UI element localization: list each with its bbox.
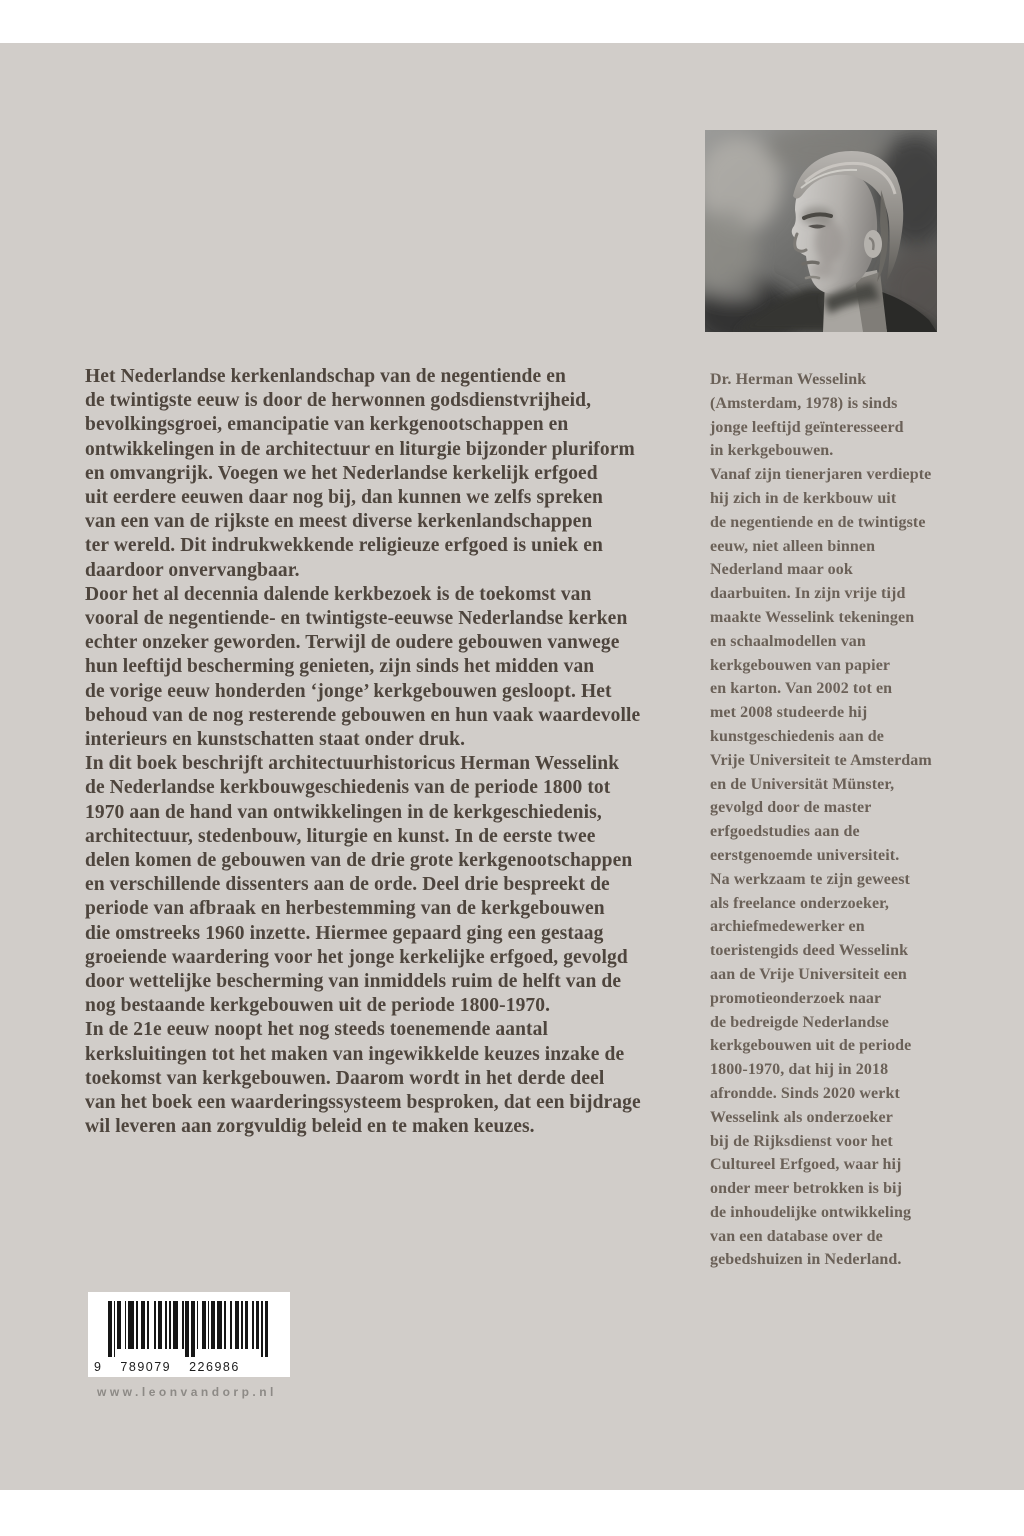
blurb-paragraph-4: In de 21e eeuw noopt het nog steeds toenemende aantal kerksluitingen tot het maken van ingewikkelde keuzes inzake de toekomst van kerkgebouwen. Daarom wordt in het derde deel van het boek een waarderingssysteem besproken, dat een bijdrage wil leveren aan zorgvuldig beleid en te maken keuzes. [85,1019,641,1138]
author-photo [705,130,937,332]
book-description [85,365,641,1140]
author-portrait-illustration [705,130,937,332]
isbn-number: 9 789079 226986 [94,1360,240,1374]
cover-background [0,43,1024,1490]
blurb-paragraph-2: Door het al decennia dalende kerkbezoek is de toekomst van vooral de negentiende- en twintigste-eeuwse Nederlandse kerken echter onzeker geworden. Terwijl de oudere gebouwen vanwege hun leeftijd bescherming genieten, zijn sinds het midden van de vorige eeuw honderden ‘jonge’ kerkgebouwen gesloopt. Het behoud van de nog resterende gebouwen en hun vaak waardevolle interieurs en kunstschatten staat onder druk. [85,583,641,751]
publisher-website: www.leonvandorp.nl [97,1385,277,1399]
blurb-paragraph-1: Het Nederlandse kerkenlandschap van de negentiende en de twintigste eeuw is door de herwonnen godsdienstvrijheid, bevolkingsgroei, emancipatie van kerkgenootschappen en ontwikkelingen in de architectuur en liturgie bijzonder pluriform en omvangrijk. Voegen we het Nederlandse kerkelijk erfgoed uit eerdere eeuwen daar nog bij, dan kunnen we zelfs spreken van een van de rijkste en meest diverse kerkenlandschappen ter wereld. Dit indrukwekkende religieuze erfgoed is uniek en daardoor onvervangbaar. [85,366,635,581]
blurb-paragraph-3: In dit boek beschrijft architectuurhistoricus Herman Wesselink de Nederlandse kerkbouwgeschiedenis van de periode 1800 tot 1970 aan de hand van ontwikkelingen in de kerkgeschiedenis, architectuur, stedenbouw, liturgie en kunst. In de eerste twee delen komen de gebouwen van de drie grote kerkgenootschappen en verschillende dissenters aan de orde. Deel drie bespreekt de periode van afbraak en herbestemming van de kerkgebouwen die omstreeks 1960 inzette. Hiermee gepaard ging een gestaag groeiende waardering voor het jonge kerkelijke erfgoed, gevolgd door wettelijke bescherming van inmiddels ruim de helft van de nog bestaande kerkgebouwen uit de periode 1800-1970. [85,753,633,1017]
author-bio: Dr. Herman Wesselink (Amsterdam, 1978) is sinds jonge leeftijd geïnteresseerd in kerkgebouwen. Vanaf zijn tienerjaren verdiepte hij zich in de kerkbouw uit de negentiende en de twintigste eeuw, niet alleen binnen Nederland maar ook daarbuiten. In zijn vrije tijd maakte Wesselink tekeningen en schaalmodellen van kerkgebouwen van papier en karton. Van 2002 tot en met 2008 studeerde hij kunstgeschiedenis aan de Vrije Universiteit te Amsterdam en de Universität Münster, gevolgd door de master erfgoedstudies aan de eerstgenoemde universiteit. Na werkzaam te zijn geweest als freelance onderzoeker, archiefmedewerker en toeristengids deed Wesselink aan de Vrije Universiteit een promotieonderzoek naar de bedreigde Nederlandse kerkgebouwen uit de periode 1800-1970, dat hij in 2018 afrondde. Sinds 2020 werkt Wesselink als onderzoeker bij de Rijksdienst voor het Cultureel Erfgoed, waar hij onder meer betrokken is bij de inhoudelijke ontwikkeling van een database over de gebedshuizen in Nederland. [710,371,932,1269]
barcode-bars [108,1301,268,1357]
barcode [88,1292,290,1377]
